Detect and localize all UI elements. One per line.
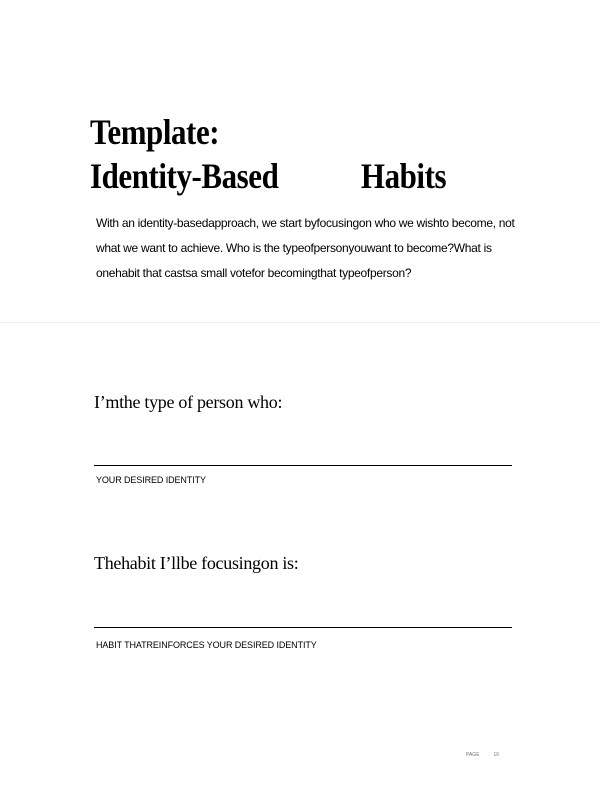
- desired-identity-input[interactable]: [94, 465, 512, 468]
- identity-prompt: I’mthe type of person who:: [94, 392, 283, 412]
- habit-caption: HABIT THATREINFORCES YOUR DESIRED IDENTITY: [96, 640, 317, 650]
- desired-identity-caption: YOUR DESIRED IDENTITY: [96, 475, 206, 485]
- page-number: 16: [493, 752, 500, 758]
- page-title: [90, 110, 446, 198]
- title-line-1: Template:: [90, 112, 220, 152]
- section-divider: [0, 322, 600, 323]
- page-footer: [466, 752, 499, 758]
- title-line-2: [90, 154, 446, 198]
- intro-paragraph: With an identity-basedapproach, we start byfocusingon who we wishto become, not what we want to achieve. Who is the typeofpersonyouwant to become?What is onehabit that castsa small votefor becomingthat typeofperson?: [96, 216, 515, 280]
- title-habits: Habits: [360, 156, 447, 196]
- habit-input[interactable]: [94, 627, 512, 630]
- page-label: PAGE: [466, 752, 480, 758]
- title-identity-based: Identity-Based: [90, 156, 279, 196]
- habit-prompt: Thehabit I’llbe focusingon is:: [94, 553, 299, 573]
